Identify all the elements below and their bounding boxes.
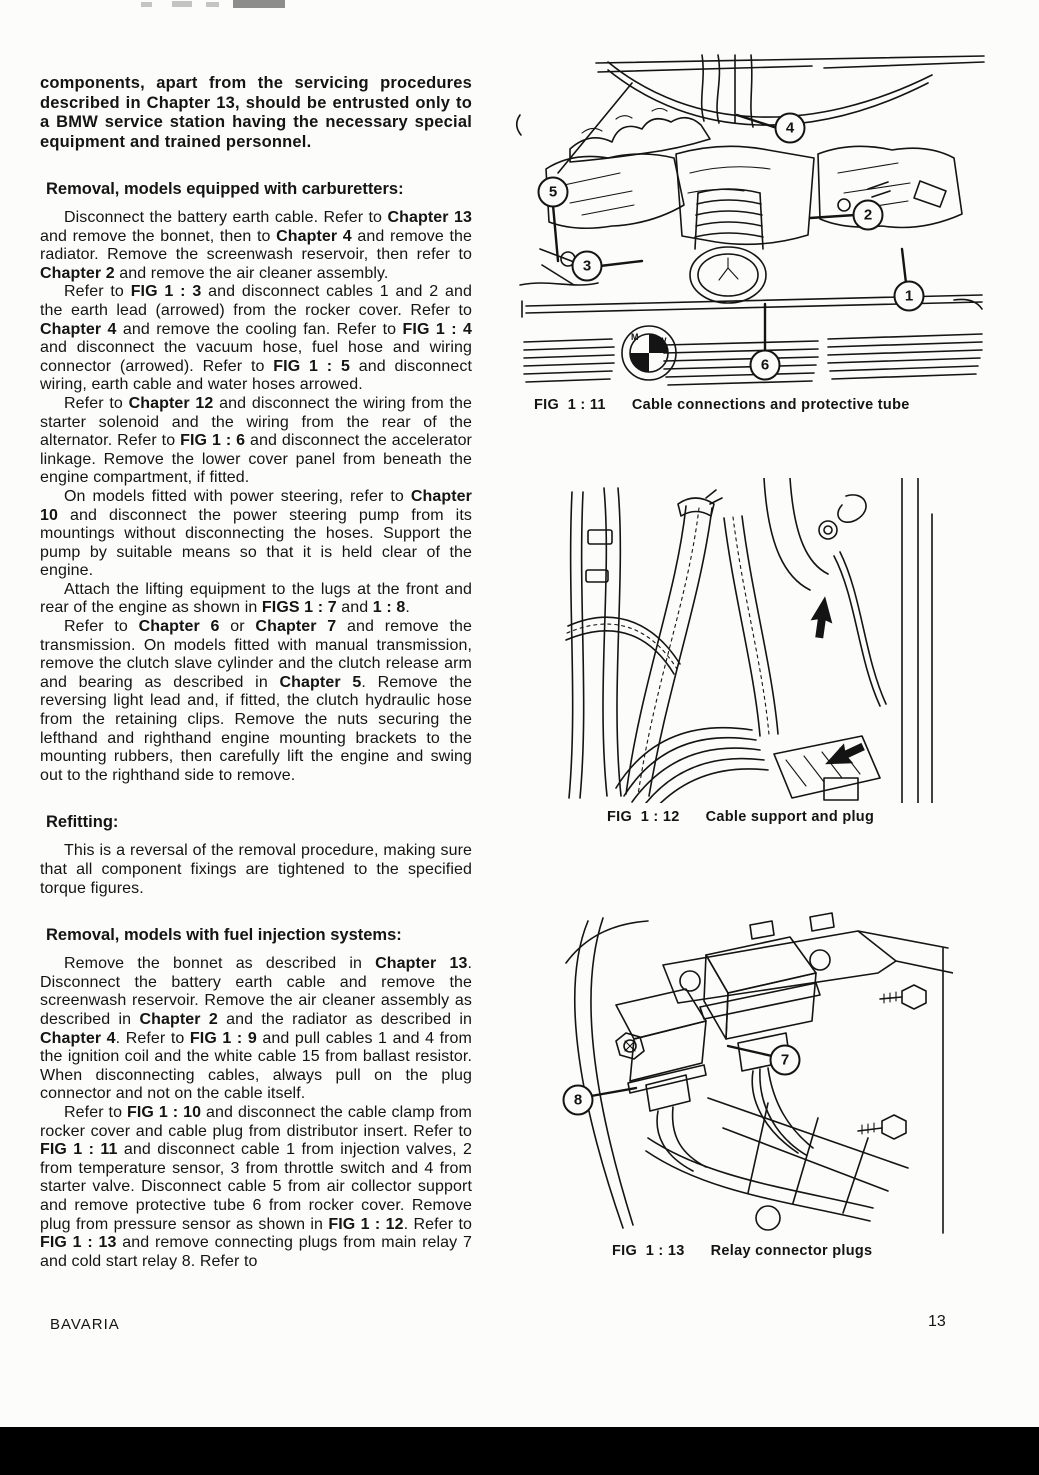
callout-8: 8: [563, 1085, 594, 1116]
scan-bottom-bar: [0, 1427, 1039, 1475]
section-heading: Refitting:: [46, 813, 119, 832]
paragraph: Refer to FIG 1 : 10 and disconnect the cable clamp from rocker cover and cable plug from distributor insert. Refer to FIG 1 : 11 and disconnect cable 1 from injection valves, 2 from temperature sensor, 3 from throttle switch and 4 from starter valve. Disconnect cable 5 from air collector support and remove protective tube 6 from rocker cover. Remove plug from pressure sensor as shown in FIG 1 : 12. Refer to FIG 1 : 13 and remove connecting plugs from main relay 7 and cold start relay 8. Refer to: [40, 1103, 472, 1270]
figure-caption-text: Cable support and plug: [705, 809, 875, 825]
paragraph: Disconnect the battery earth cable. Refer to Chapter 13 and remove the bonnet, then to Chapter 4 and remove the radiator. Remove the screenwash reservoir, then refer to Chapter 2 and remove the air cleaner assembly.: [40, 209, 473, 282]
footer-model-name: BAVARIA: [50, 1316, 120, 1333]
callout-layer: [512, 53, 992, 397]
paragraph: Attach the lifting equipment to the lugs at the front and rear of the engine as shown in FIGS 1 : 7 and 1 : 8.: [40, 580, 472, 617]
text-column: [40, 74, 472, 1271]
paragraph: Refer to Chapter 12 and disconnect the wiring from the starter solenoid and the wiring from the rear of the alternator. Refer to FIG 1 : 6 and disconnect the accelerator linkage. Remove the lower cover panel from beneath the engine compartment, if fitted.: [40, 394, 472, 487]
callout-2: 2: [853, 200, 884, 231]
paragraph: Remove the bonnet as described in Chapter 13. Disconnect the battery earth cable and remove the screenwash reservoir. Remove the air cleaner assembly as described in Chapter 2 and the radiator as described in Chapter 4. Refer to FIG 1 : 9 and pull cables 1 and 4 from the ignition coil and the white cable 15 from ballast resistor. When disconnecting cables, always pull on the plug connector and not on the cable itself.: [40, 955, 472, 1103]
scan-artifact: [172, 1, 192, 7]
figure-1-12-art-area: [528, 478, 940, 803]
page-number: 13: [928, 1313, 946, 1330]
roundel-letter: M: [631, 332, 639, 342]
paragraph: Refer to Chapter 6 or Chapter 7 and remove the transmission. On models fitted with manual transmission, remove the clutch slave cylinder and the clutch release arm and bearing as described in Chapter 5. Remove the reversing light lead and, if fitted, the clutch hydraulic hose from the retaining clips. Remove the nuts securing the lefthand and righthand engine mounting brackets to the mounting rubbers, then carefully lift the engine and swing out to the righthand side to remove.: [40, 618, 473, 784]
callout-6: 6: [750, 350, 781, 381]
figure-caption-label: FIG 1 : 11: [534, 397, 606, 413]
callout-3: 3: [572, 251, 603, 282]
paragraph: This is a reversal of the removal procedure, making sure that all component fixings are tightened to the specified torque figures.: [40, 842, 472, 897]
scan-artifact: [206, 2, 219, 7]
scan-artifact: [233, 0, 285, 8]
section-heading: Removal, models with fuel injection systems:: [46, 926, 402, 945]
figure-caption-text: Cable connections and protective tube: [631, 397, 910, 413]
figure-caption: [512, 397, 992, 413]
roundel-letter: W: [658, 336, 667, 346]
figure-caption-text: Relay connector plugs: [710, 1243, 873, 1259]
paragraph: Refer to FIG 1 : 3 and disconnect cables 1 and 2 and the earth lead (arrowed) from the rocker cover. Refer to Chapter 4 and remove the cooling fan. Refer to FIG 1 : 4 and disconnect the vacuum hose, fuel hose and wiring connector (arrowed). Refer to FIG 1 : 5 and disconnect wiring, earth cable and water hoses arrowed.: [40, 283, 472, 394]
paragraph: On models fitted with power steering, refer to Chapter 10 and disconnect the power steering pump from its mountings without disconnecting the hoses. Support the pump by suitable means so that it is held clear of the engine.: [40, 487, 472, 580]
figure-1-11: [512, 53, 992, 413]
callout-5: 5: [538, 177, 569, 208]
figure-caption: [528, 1243, 953, 1259]
callout-4: 4: [775, 113, 806, 144]
figure-caption-label: FIG 1 : 12: [607, 809, 680, 825]
figure-1-13-art-area: [528, 903, 953, 1235]
paragraph: components, apart from the servicing procedures described in Chapter 13, should be entrusted only to a BMW service station having the necessary special equipment and trained personnel.: [40, 74, 472, 151]
figure-caption-label: FIG 1 : 13: [612, 1243, 685, 1259]
callout-7: 7: [770, 1045, 801, 1076]
callout-layer: [528, 478, 940, 803]
figure-1-11-art-area: [512, 53, 992, 397]
figure-caption: [528, 809, 940, 825]
scan-artifact: [141, 2, 152, 7]
figure-1-12: [528, 478, 940, 825]
section-heading: Removal, models equipped with carburetters:: [46, 180, 404, 198]
callout-layer: [528, 903, 953, 1235]
figure-1-13: [528, 903, 953, 1259]
callout-1: 1: [894, 281, 925, 312]
